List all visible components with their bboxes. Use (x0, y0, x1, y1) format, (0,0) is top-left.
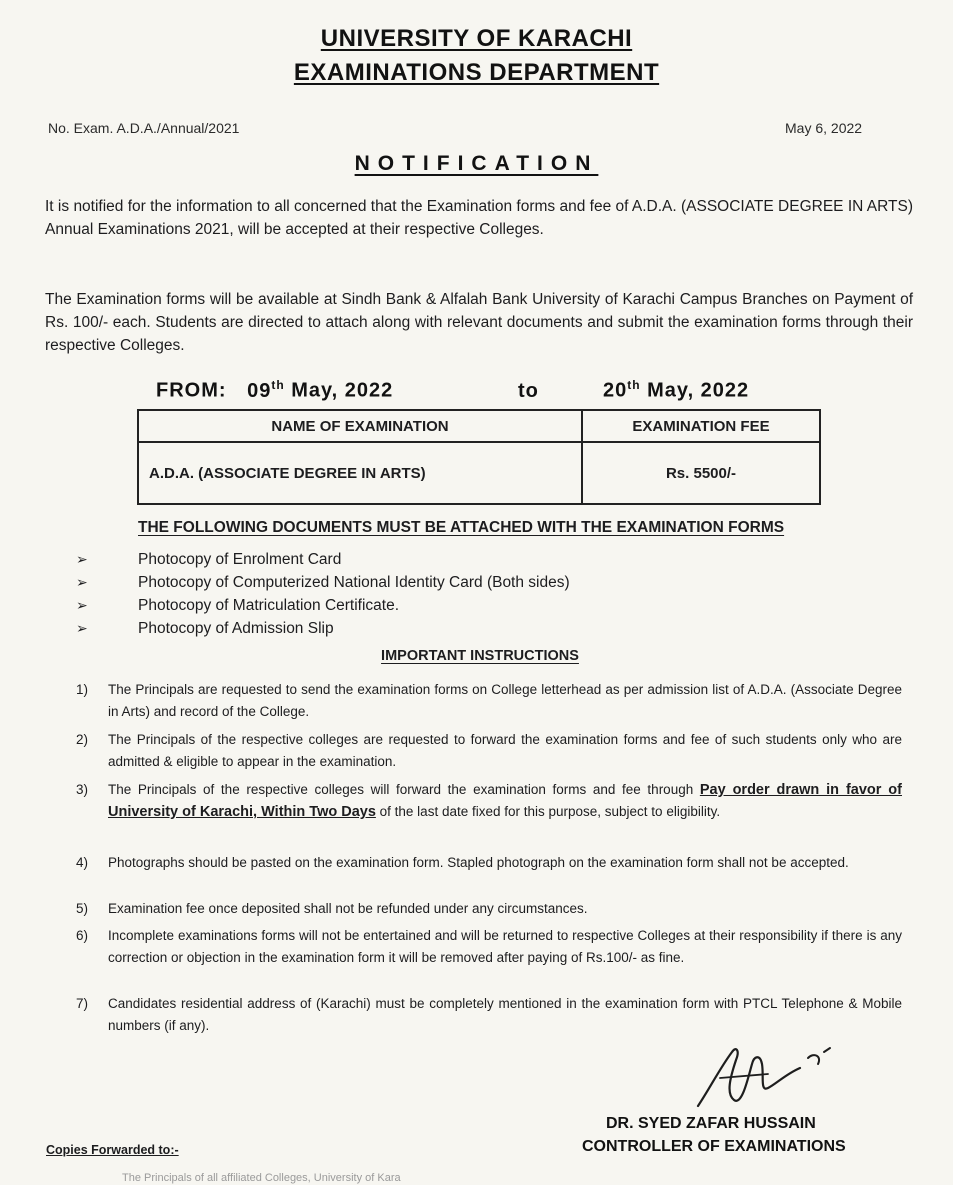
signatory-designation: CONTROLLER OF EXAMINATIONS (582, 1138, 846, 1155)
from-label: FROM: (156, 379, 227, 402)
paragraph-intro: It is notified for the information to all concerned that the Examination forms and fee of A.D.A. (ASSOCIATE DEGREE IN ARTS) Annual Examinations 2021, will be accepted at their respective Colleges. (45, 198, 913, 238)
footer-partial-text: The Principals of all affiliated Colleges, University of Kara (122, 1172, 401, 1184)
arrow-bullet-icon: ➢ (76, 551, 88, 567)
paragraph-forms-availability: The Examination forms will be available at Sindh Bank & Alfalah Bank University of Karachi Campus Branches on Payment of Rs. 100/- each. Students are directed to attach along with relevant documents and submit the examination forms through their respective Colleges. (45, 291, 913, 354)
to-day: 20 (603, 379, 628, 402)
fee-table-header-row (138, 410, 820, 442)
from-day-suffix: th (271, 378, 285, 392)
to-label: to (518, 380, 539, 402)
documents-heading: THE FOLLOWING DOCUMENTS MUST BE ATTACHED WITH THE EXAMINATION FORMS (138, 519, 785, 536)
instruction-text-end: of the last date fixed for this purpose, subject to eligibility. (375, 804, 721, 819)
column-header-exam-name: NAME OF EXAMINATION (138, 410, 582, 442)
instructions-heading: IMPORTANT INSTRUCTIONS (381, 648, 579, 664)
instruction-text: Photographs should be pasted on the examination form. Stapled photograph on the examination form shall not be accepted. (108, 855, 849, 870)
instruction-number: 3) (76, 782, 89, 797)
handwritten-signature (690, 1038, 840, 1118)
department-title: EXAMINATIONS DEPARTMENT (293, 59, 660, 86)
arrow-bullet-icon: ➢ (76, 574, 88, 590)
column-header-exam-fee: EXAMINATION FEE (582, 410, 820, 442)
reference-number: No. Exam. A.D.A./Annual/2021 (48, 120, 240, 136)
instruction-text: Candidates residential address of (Karachi) must be completely mentioned in the examination form with PTCL Telephone & Mobile numbers (if any). (108, 996, 902, 1033)
instruction-text-start: The Principals of the respective colleges will forward the examination forms and fee through (108, 782, 700, 797)
document-item-text: Photocopy of Matriculation Certificate. (138, 597, 400, 614)
payment-terms-underlined: Pay order drawn in favor of University of Karachi, Within Two Days (108, 782, 902, 820)
instruction-number: 5) (76, 901, 89, 916)
university-title: UNIVERSITY OF KARACHI (320, 25, 633, 52)
instruction-number: 6) (76, 928, 89, 943)
document-item-text: Photocopy of Enrolment Card (138, 551, 342, 568)
document-item-text: Photocopy of Computerized National Identity Card (Both sides) (138, 574, 570, 591)
from-date (156, 378, 393, 403)
exam-name-cell: A.D.A. (ASSOCIATE DEGREE IN ARTS) (138, 442, 582, 504)
instruction-text: Incomplete examinations forms will not be entertained and will be returned to respective Colleges at their responsibility if there is any correction or objection in the examination form it will be removed after paying of Rs.100/- as fine. (108, 928, 902, 965)
exam-fee-cell: Rs. 5500/- (582, 442, 820, 504)
table-row (138, 442, 820, 504)
instruction-text: Examination fee once deposited shall not be refunded under any circumstances. (108, 901, 588, 916)
signatory-name: DR. SYED ZAFAR HUSSAIN (606, 1115, 816, 1132)
notification-heading: NOTIFICATION (354, 152, 599, 175)
to-date (603, 378, 749, 403)
arrow-bullet-icon: ➢ (76, 620, 88, 636)
instruction-number: 7) (76, 996, 89, 1011)
instruction-number: 1) (76, 682, 89, 697)
fee-table (137, 409, 821, 505)
instruction-text: The Principals of the respective colleges are requested to forward the examination forms and fee of such students only who are admitted & eligible to appear in the examination. (108, 732, 902, 769)
document-item-text: Photocopy of Admission Slip (138, 620, 334, 637)
instruction-number: 4) (76, 855, 89, 870)
to-day-suffix: th (627, 378, 641, 392)
from-month-year: May, 2022 (291, 379, 394, 402)
instruction-text: The Principals are requested to send the examination forms on College letterhead as per admission list of A.D.A. (Associate Degree in Arts) and record of the College. (108, 682, 902, 719)
instruction-text (108, 779, 902, 823)
copies-forwarded-label: Copies Forwarded to:- (46, 1143, 179, 1157)
instruction-number: 2) (76, 732, 89, 747)
to-month-year: May, 2022 (647, 379, 750, 402)
notice-date: May 6, 2022 (785, 120, 863, 136)
from-day: 09 (247, 379, 272, 402)
arrow-bullet-icon: ➢ (76, 597, 88, 613)
